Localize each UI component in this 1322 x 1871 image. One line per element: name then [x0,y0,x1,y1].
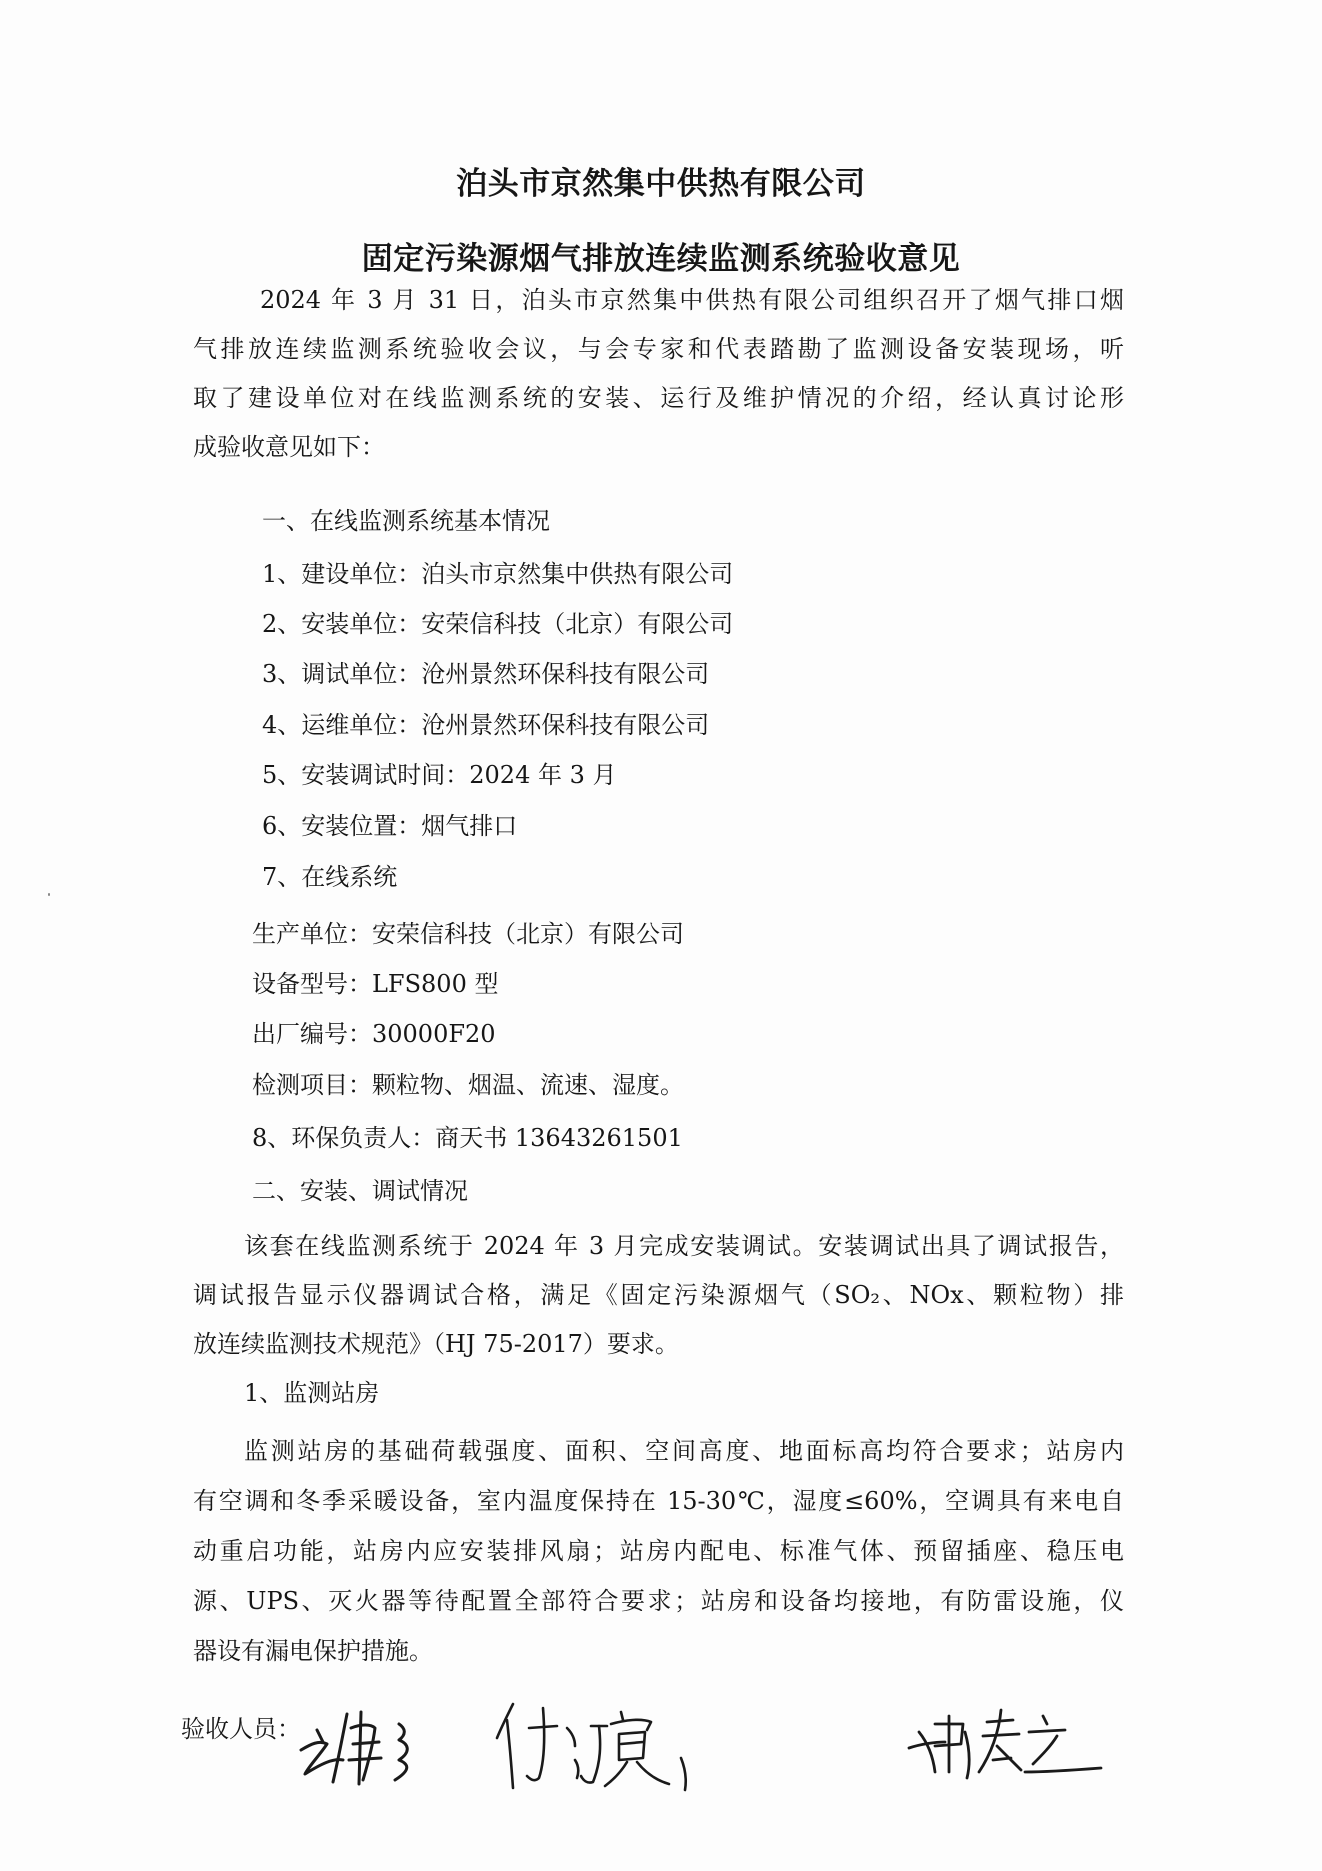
paragraph-line: 有空调和冬季采暖设备，室内温度保持在 15-30℃，湿度≤60%，空调具有来电自 [193,1487,1124,1515]
company-title: 泊头市京然集中供热有限公司 [456,166,866,202]
signature-2 [495,1698,705,1798]
paragraph-line: 动重启功能，站房内应安装排风扇；站房内配电、标准气体、预留插座、稳压电 [193,1537,1124,1565]
paragraph-line: 调试报告显示仪器调试合格，满足《固定污染源烟气（SO₂、NOx、颗粒物）排 [193,1281,1124,1309]
signature-1 [295,1700,435,1795]
list-item: 2、安装单位：安荣信科技（北京）有限公司 [262,610,734,638]
signers-label: 验收人员： [181,1715,301,1743]
scan-speck [48,893,50,896]
list-item: 7、在线系统 [262,863,398,891]
list-item: 4、运维单位：沧州景然环保科技有限公司 [262,711,710,739]
signature-3 [905,1702,1110,1787]
paragraph-line: 监测站房的基础荷载强度、面积、空间高度、地面标高均符合要求；站房内 [244,1437,1124,1465]
list-item: 6、安装位置：烟气排口 [262,812,518,840]
system-detail: 生产单位：安荣信科技（北京）有限公司 [252,920,684,948]
sub-heading: 1、监测站房 [244,1379,380,1407]
intro-line: 成验收意见如下： [193,433,385,461]
contact-line: 8、环保负责人：商天书 13643261501 [252,1124,683,1152]
system-detail: 设备型号：LFS800 型 [252,970,499,998]
system-detail: 检测项目：颗粒物、烟温、流速、湿度。 [252,1071,684,1099]
intro-line: 2024 年 3 月 31 日，泊头市京然集中供热有限公司组织召开了烟气排口烟 [260,286,1124,314]
document-title: 固定污染源烟气排放连续监测系统验收意见 [361,241,961,277]
paragraph-line: 器设有漏电保护措施。 [193,1637,433,1665]
system-detail: 出厂编号：30000F20 [252,1020,496,1048]
list-item: 5、安装调试时间：2024 年 3 月 [262,761,617,789]
intro-line: 气排放连续监测系统验收会议，与会专家和代表踏勘了监测设备安装现场，听 [193,335,1124,363]
paragraph-line: 该套在线监测系统于 2024 年 3 月完成安装调试。安装调试出具了调试报告， [244,1232,1124,1260]
section-heading: 一、在线监测系统基本情况 [262,507,550,535]
list-item: 1、建设单位：泊头市京然集中供热有限公司 [262,560,734,588]
paragraph-line: 放连续监测技术规范》（HJ 75-2017）要求。 [193,1330,679,1358]
intro-line: 取了建设单位对在线监测系统的安装、运行及维护情况的介绍，经认真讨论形 [193,384,1124,412]
paragraph-line: 源、UPS、灭火器等待配置全部符合要求；站房和设备均接地，有防雷设施，仪 [193,1587,1124,1615]
section-heading: 二、安装、调试情况 [252,1177,468,1205]
list-item: 3、调试单位：沧州景然环保科技有限公司 [262,660,710,688]
